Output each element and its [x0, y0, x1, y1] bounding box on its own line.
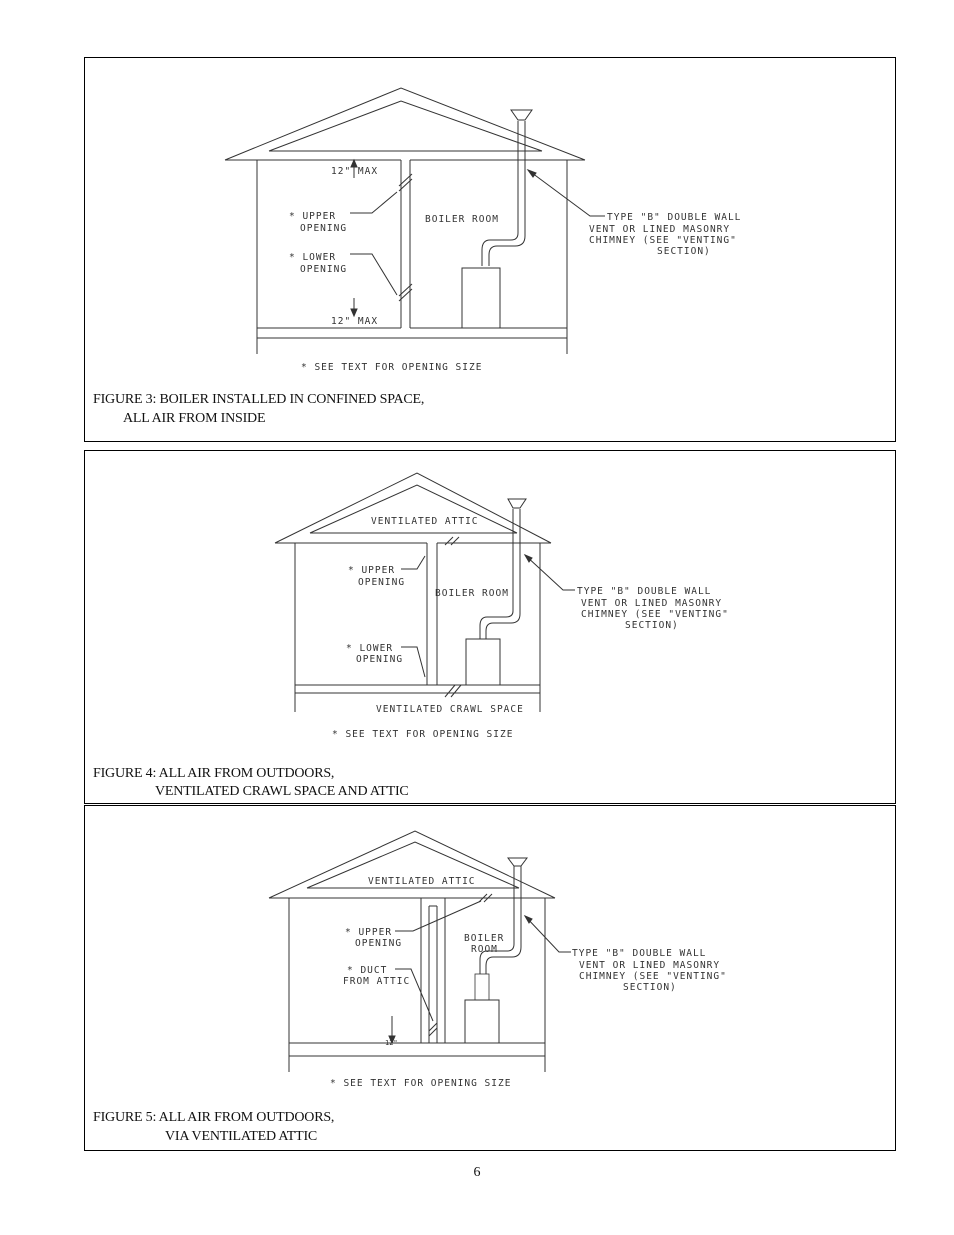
figure-5-caption-2: VIA VENTILATED ATTIC: [165, 1129, 318, 1144]
vent-label-3: CHIMNEY (SEE "VENTING": [581, 609, 729, 620]
boiler-room-label: BOILER: [464, 933, 505, 944]
vent-label-4: SECTION): [625, 620, 679, 631]
figure-3-panel: [84, 57, 896, 442]
figure-4-diagram: [85, 451, 897, 805]
lower-opening-label-2: OPENING: [300, 264, 348, 275]
left-wall: [225, 160, 257, 354]
upper-opening-label-2: OPENING: [358, 577, 406, 588]
boiler: [462, 268, 500, 328]
opening-size-note: * SEE TEXT FOR OPENING SIZE: [330, 1078, 512, 1089]
right-wall: [567, 160, 585, 354]
boiler-room-label: BOILER ROOM: [435, 588, 509, 599]
vent-label-4: SECTION): [623, 982, 677, 993]
boiler-room-label-2: ROOM: [471, 944, 498, 955]
page-number: 6: [473, 1165, 481, 1180]
figure-3-caption-2: ALL AIR FROM INSIDE: [123, 411, 266, 426]
figure-5-diagram: [85, 806, 897, 1152]
lower-opening-label: * LOWER: [289, 252, 337, 263]
figure-4-caption: FIGURE 4: ALL AIR FROM OUTDOORS,: [93, 766, 335, 781]
upper-opening-label-2: OPENING: [355, 938, 403, 949]
attic-label: VENTILATED ATTIC: [368, 876, 476, 887]
dim-label-bottom: 12" MAX: [331, 316, 379, 327]
vent-label-2: VENT OR LINED MASONRY: [589, 224, 731, 235]
chimney-cap: [511, 110, 532, 120]
figure-4-caption-2: VENTILATED CRAWL SPACE AND ATTIC: [155, 784, 409, 799]
vent-label-1: TYPE "B" DOUBLE WALL: [572, 948, 707, 959]
attic-label: VENTILATED ATTIC: [371, 516, 479, 527]
roof-outer: [225, 88, 585, 160]
duct-label-2: FROM ATTIC: [343, 976, 411, 987]
roof-inner: [269, 101, 542, 151]
upper-opening-label: * UPPER: [289, 211, 337, 222]
boiler-room-label: BOILER ROOM: [425, 214, 499, 225]
vent-label-2: VENT OR LINED MASONRY: [581, 598, 723, 609]
vent-label-1: TYPE "B" DOUBLE WALL: [577, 586, 712, 597]
crawl-space-label: VENTILATED CRAWL SPACE: [376, 704, 524, 715]
upper-opening-label: * UPPER: [345, 927, 393, 938]
dim-label-top: 12" MAX: [331, 166, 379, 177]
figure-5-panel: [84, 805, 896, 1151]
figure-3-caption: FIGURE 3: BOILER INSTALLED IN CONFINED SPACE,: [93, 392, 425, 407]
upper-opening-label: * UPPER: [348, 565, 396, 576]
vent-label-3: CHIMNEY (SEE "VENTING": [579, 971, 727, 982]
figure-5-caption: FIGURE 5: ALL AIR FROM OUTDOORS,: [93, 1110, 335, 1125]
upper-opening-label-2: OPENING: [300, 223, 348, 234]
vent-label-3: CHIMNEY (SEE "VENTING": [589, 235, 737, 246]
lower-opening-label: * LOWER: [346, 643, 394, 654]
duct-label: * DUCT: [347, 965, 388, 976]
opening-size-note: * SEE TEXT FOR OPENING SIZE: [301, 362, 483, 373]
opening-size-note: * SEE TEXT FOR OPENING SIZE: [332, 729, 514, 740]
dim-label: 12": [385, 1039, 398, 1047]
chimney-pipe: [482, 121, 518, 266]
lower-opening-label-2: OPENING: [356, 654, 404, 665]
figure-4-panel: [84, 450, 896, 804]
figure-3-diagram: [85, 58, 897, 443]
vent-label-1: TYPE "B" DOUBLE WALL: [607, 212, 742, 223]
vent-label-2: VENT OR LINED MASONRY: [579, 960, 721, 971]
vent-label-4: SECTION): [657, 246, 711, 257]
